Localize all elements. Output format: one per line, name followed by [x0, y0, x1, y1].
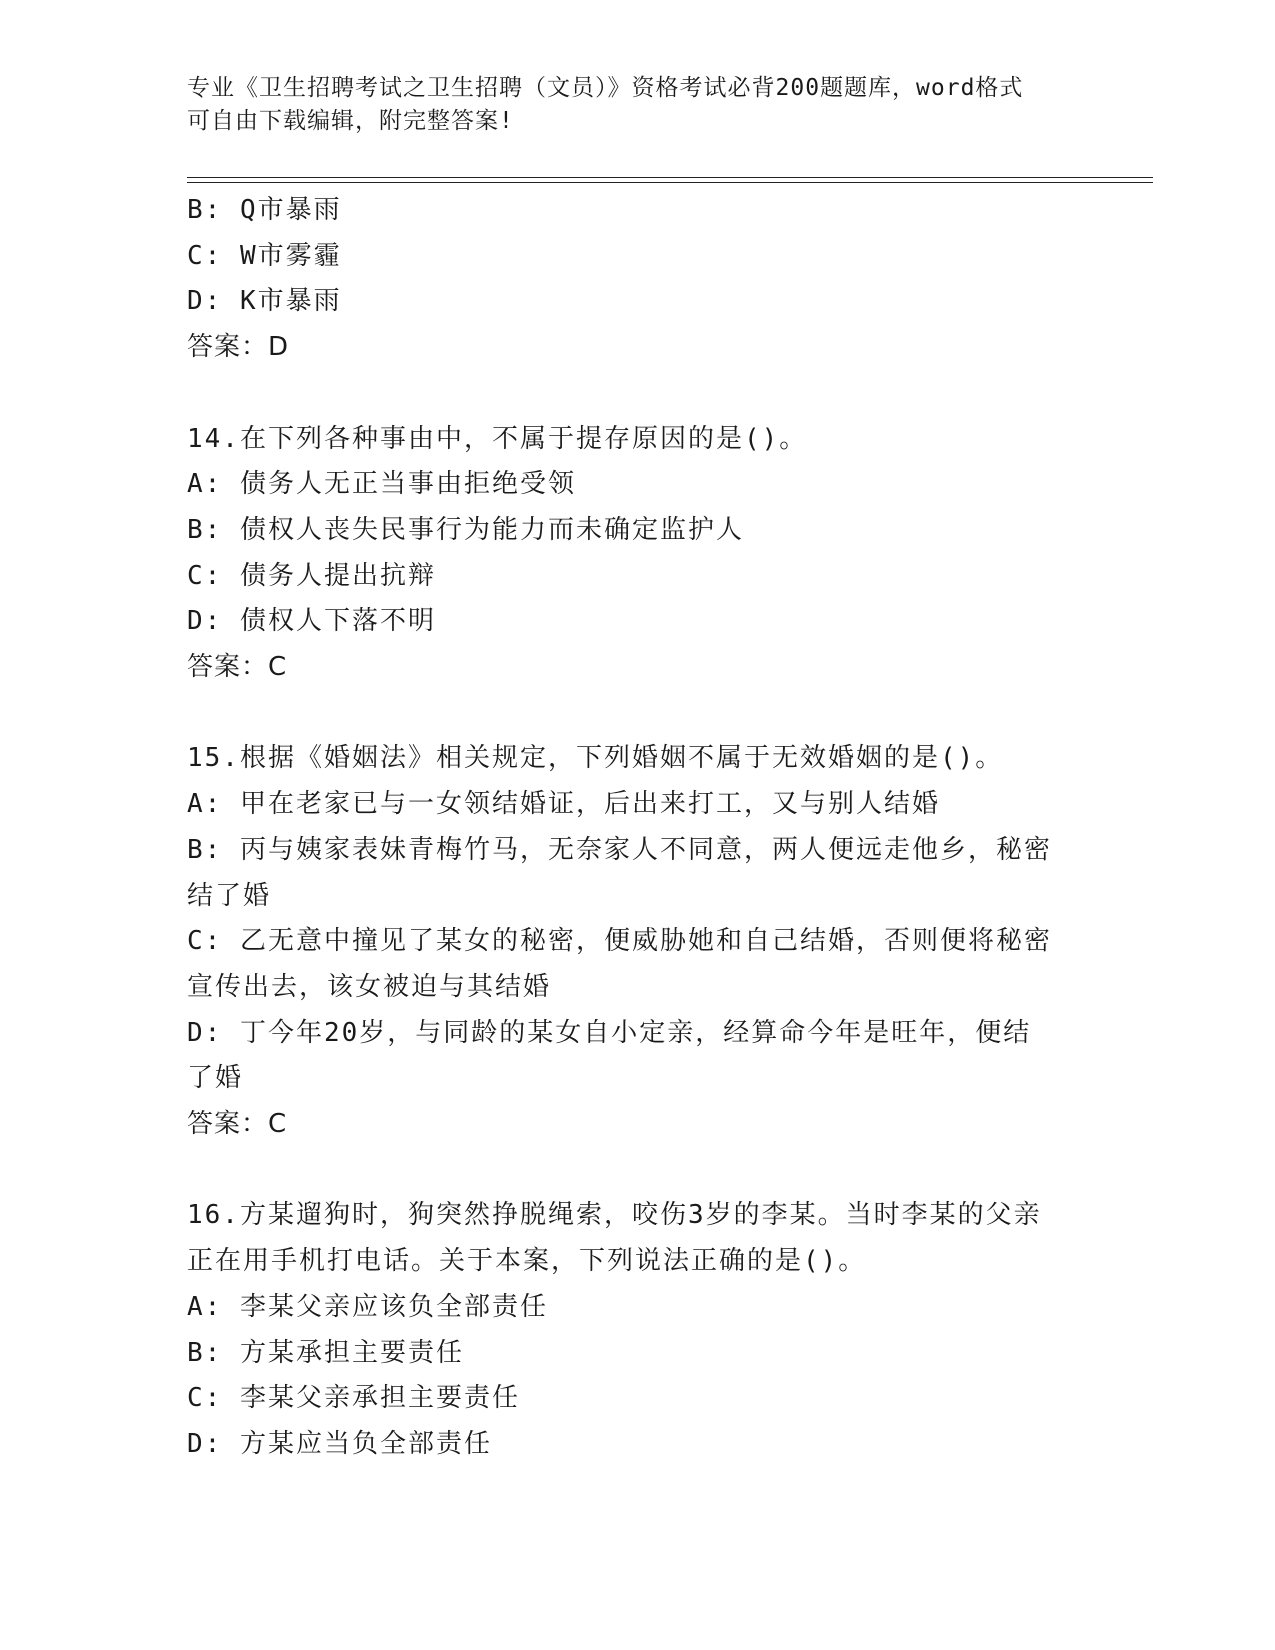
option-b: B: 丙与姨家表妹青梅竹马，无奈家人不同意，两人便远走他乡，秘密: [187, 834, 1052, 865]
option-b: B: Q市暴雨: [187, 195, 342, 225]
document-body: [187, 188, 1087, 1468]
option-c: C: 债务人提出抗辩: [187, 560, 436, 591]
option-d: D: 丁今年20岁，与同龄的某女自小定亲，经算命今年是旺年，便结: [187, 1017, 1032, 1048]
option-a: A: 李某父亲应该负全部责任: [187, 1291, 548, 1322]
answer-line: 答案：C: [187, 652, 288, 683]
option-b-continued: 结了婚: [187, 880, 272, 911]
header-title-line: 专业《卫生招聘考试之卫生招聘（文员）》资格考试必背200题题库，word格式: [187, 75, 1024, 101]
answer-line: 答案：D: [187, 332, 290, 363]
option-c: C: 李某父亲承担主要责任: [187, 1383, 520, 1414]
spacer: [187, 691, 1087, 737]
question-16: [187, 1193, 1087, 1467]
document-header: [187, 72, 1067, 138]
option-d: D: K市暴雨: [187, 286, 342, 317]
option-c: C: W市雾霾: [187, 240, 342, 271]
option-d: D: 方某应当负全部责任: [187, 1428, 492, 1459]
question-stem-continued: 正在用手机打电话。关于本案，下列说法正确的是()。: [187, 1246, 867, 1277]
option-a: A: 债务人无正当事由拒绝受领: [187, 469, 576, 500]
question-14: [187, 417, 1087, 691]
question-15: [187, 736, 1087, 1147]
option-b: B: 方某承担主要责任: [187, 1337, 464, 1368]
spacer: [187, 1148, 1087, 1194]
question-stem: 14.在下列各种事由中，不属于提存原因的是()。: [187, 423, 808, 454]
option-d: D: 债权人下落不明: [187, 606, 436, 637]
option-b: B: 债权人丧失民事行为能力而未确定监护人: [187, 514, 744, 545]
option-a: A: 甲在老家已与一女领结婚证，后出来打工，又与别人结婚: [187, 789, 940, 820]
question-stem: 15.根据《婚姻法》相关规定，下列婚姻不属于无效婚姻的是()。: [187, 743, 1004, 774]
spacer: [187, 371, 1087, 417]
question-stem: 16.方某遛狗时，狗突然挣脱绳索，咬伤3岁的李某。当时李某的父亲: [187, 1200, 1042, 1231]
question-partial: [187, 188, 1087, 371]
header-divider: [187, 177, 1153, 183]
answer-line: 答案：C: [187, 1109, 288, 1140]
option-c-continued: 宣传出去，该女被迫与其结婚: [187, 971, 552, 1002]
header-subtitle-line: 可自由下载编辑，附完整答案!: [187, 108, 514, 134]
option-c: C: 乙无意中撞见了某女的秘密，便威胁她和自己结婚，否则便将秘密: [187, 926, 1052, 957]
option-d-continued: 了婚: [187, 1063, 244, 1094]
